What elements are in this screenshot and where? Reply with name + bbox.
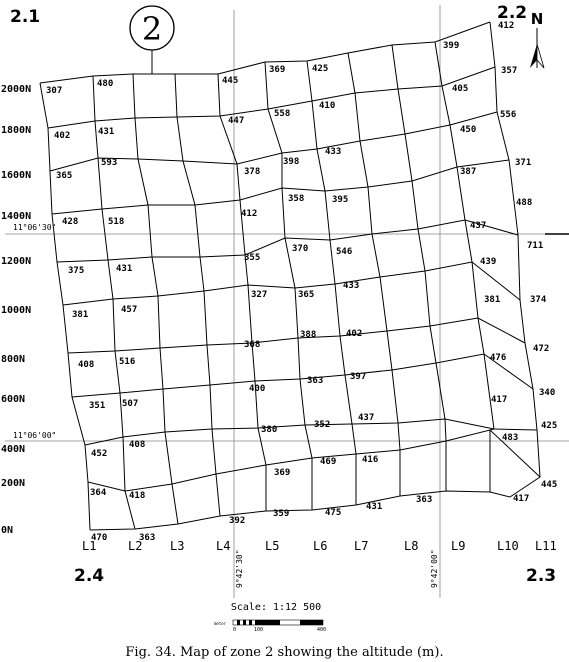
sheet-label-bl: 2.4 [74, 566, 105, 586]
sheet-label-tl: 2.1 [10, 7, 41, 27]
grid-row-0 [40, 22, 490, 83]
altitude-label: 400 [249, 384, 266, 394]
line-label: L6 [313, 539, 328, 553]
altitude-label: 410 [319, 101, 336, 111]
altitude-label: 307 [46, 86, 63, 96]
altitude-label: 417 [513, 494, 530, 504]
sheet-label-tr: 2.2 [497, 3, 528, 23]
grid-row-4 [57, 220, 518, 262]
grid-line-10 [490, 22, 540, 497]
altitude-label: 374 [530, 295, 547, 305]
altitude-label: 351 [89, 401, 106, 411]
altitude-label: 357 [501, 66, 518, 76]
altitude-label: 483 [502, 433, 519, 443]
altitude-label: 405 [452, 84, 469, 94]
grid-row-7 [72, 354, 533, 397]
altitude-label: 439 [480, 257, 497, 267]
line-label: L11 [535, 539, 557, 553]
line-label: L5 [265, 539, 280, 553]
grid-row-9 [88, 430, 540, 491]
sheet-label-br: 2.3 [526, 566, 557, 586]
altitude-label: 363 [139, 533, 156, 543]
altitude-label: 402 [54, 131, 71, 141]
altitude-label: 412 [498, 21, 515, 31]
altitude-label: 395 [332, 195, 349, 205]
altitude-label: 397 [350, 372, 367, 382]
altitude-label: 399 [443, 41, 460, 51]
altitude-label: 437 [470, 221, 487, 231]
y-tick-label: 400N [1, 444, 26, 455]
altitude-label: 416 [362, 455, 379, 465]
scale-tick-100: 100 [254, 627, 264, 633]
zone-number: 2 [141, 10, 163, 48]
altitude-label: 452 [91, 449, 108, 459]
grid-row-10 [90, 491, 510, 530]
y-tick-label: 1200N [1, 256, 32, 267]
lat-label-top: 11°06'30" [13, 223, 57, 232]
altitude-label: 408 [129, 440, 146, 450]
scale-tick-400: 400 [317, 627, 327, 633]
altitude-label: 417 [491, 395, 508, 405]
altitude-label: 457 [121, 305, 138, 315]
grid-line-3 [175, 74, 220, 516]
y-tick-label: 1800N [1, 125, 32, 136]
altitude-label: 425 [541, 421, 558, 431]
grid-row-6 [68, 318, 525, 353]
altitude-label: 371 [515, 158, 532, 168]
altitude-label: 375 [68, 266, 85, 276]
line-label: L8 [404, 539, 419, 553]
north-label: N [530, 10, 544, 28]
altitude-labels [46, 21, 557, 543]
grid-line-5 [265, 62, 315, 510]
line-label: L4 [216, 539, 231, 553]
altitude-label: 711 [527, 241, 544, 251]
lon-label-right: 9°42'00" [430, 549, 439, 588]
line-label: L9 [451, 539, 466, 553]
altitude-label: 518 [108, 217, 125, 227]
altitude-label: 392 [229, 516, 246, 526]
altitude-label: 363 [307, 376, 324, 386]
altitude-label: 365 [298, 290, 315, 300]
line-label: L10 [497, 539, 519, 553]
altitude-label: 450 [460, 125, 477, 135]
altitude-label: 408 [78, 360, 95, 370]
altitude-label: 445 [541, 480, 558, 490]
altitude-label: 472 [533, 344, 550, 354]
scale-tick-0: 0 [233, 627, 237, 633]
altitude-label: 445 [222, 76, 239, 86]
figure-caption: Fig. 34. Map of zone 2 showing the altitude (m). [125, 645, 444, 660]
line-label: L7 [354, 539, 369, 553]
y-tick-label: 1600N [1, 170, 32, 181]
altitude-label: 507 [122, 399, 139, 409]
scale-bar [214, 620, 326, 633]
y-tick-label: 0N [1, 525, 14, 536]
altitude-label: 418 [129, 491, 146, 501]
altitude-label: 368 [244, 340, 261, 350]
line-label: L3 [170, 539, 185, 553]
altitude-label: 488 [516, 198, 533, 208]
altitude-label: 476 [490, 353, 507, 363]
altitude-label: 398 [283, 157, 300, 167]
line-label: L2 [128, 539, 143, 553]
y-tick-label: 200N [1, 478, 26, 489]
scale-unit: meter [214, 621, 227, 626]
altitude-label: 558 [274, 109, 291, 119]
altitude-label: 470 [91, 533, 108, 543]
line-label: L1 [82, 539, 97, 553]
y-tick-label: 600N [1, 394, 26, 405]
altitude-label: 352 [314, 420, 331, 430]
altitude-label: 364 [90, 488, 107, 498]
altitude-label: 402 [346, 329, 363, 339]
altitude-label: 359 [273, 509, 290, 519]
altitude-label: 431 [116, 264, 133, 274]
altitude-label: 431 [366, 502, 383, 512]
altitude-label: 387 [460, 167, 477, 177]
altitude-label: 327 [251, 290, 268, 300]
altitude-label: 358 [288, 194, 305, 204]
altitude-label: 480 [97, 79, 114, 89]
lon-label-left: 9°42'30" [235, 549, 244, 588]
altitude-label: 437 [358, 413, 375, 423]
altitude-label: 369 [269, 65, 286, 75]
altitude-label: 378 [244, 167, 261, 177]
grid-line-8 [392, 45, 446, 491]
altitude-label: 556 [500, 110, 517, 120]
altitude-label: 340 [539, 388, 556, 398]
grid-line-0 [40, 83, 90, 530]
altitude-label: 475 [325, 508, 342, 518]
altitude-label: 593 [101, 158, 118, 168]
altitude-label: 428 [62, 217, 79, 227]
altitude-label: 370 [292, 244, 309, 254]
y-tick-label: 2000N [1, 84, 32, 95]
y-tick-label: 1000N [1, 305, 32, 316]
altitude-label: 546 [336, 247, 353, 257]
y-tick-labels [1, 84, 31, 536]
y-tick-label: 1400N [1, 211, 32, 222]
altitude-label: 516 [119, 357, 136, 367]
y-tick-label: 800N [1, 354, 26, 365]
altitude-label: 355 [244, 253, 261, 263]
altitude-label: 365 [56, 171, 73, 181]
altitude-label: 433 [325, 147, 342, 157]
altitude-label: 381 [72, 310, 89, 320]
survey-grid [40, 22, 540, 530]
scale-label: Scale: 1:12 500 [230, 602, 322, 613]
grid-row-3 [52, 160, 509, 214]
grid-line-2 [133, 74, 178, 524]
altitude-label: 381 [484, 295, 501, 305]
altitude-label: 369 [274, 468, 291, 478]
altitude-label: 425 [312, 64, 329, 74]
altitude-label: 380 [261, 425, 278, 435]
altitude-label: 363 [416, 495, 433, 505]
altitude-label: 433 [343, 281, 360, 291]
north-arrow-icon [530, 10, 544, 68]
altitude-label: 412 [241, 209, 258, 219]
altitude-label: 447 [228, 116, 245, 126]
altitude-label: 469 [320, 457, 337, 467]
grid-line-7 [348, 53, 400, 496]
altitude-label: 431 [98, 127, 115, 137]
lat-label-bottom: 11°06'00" [13, 431, 57, 440]
altitude-label: 388 [300, 330, 317, 340]
